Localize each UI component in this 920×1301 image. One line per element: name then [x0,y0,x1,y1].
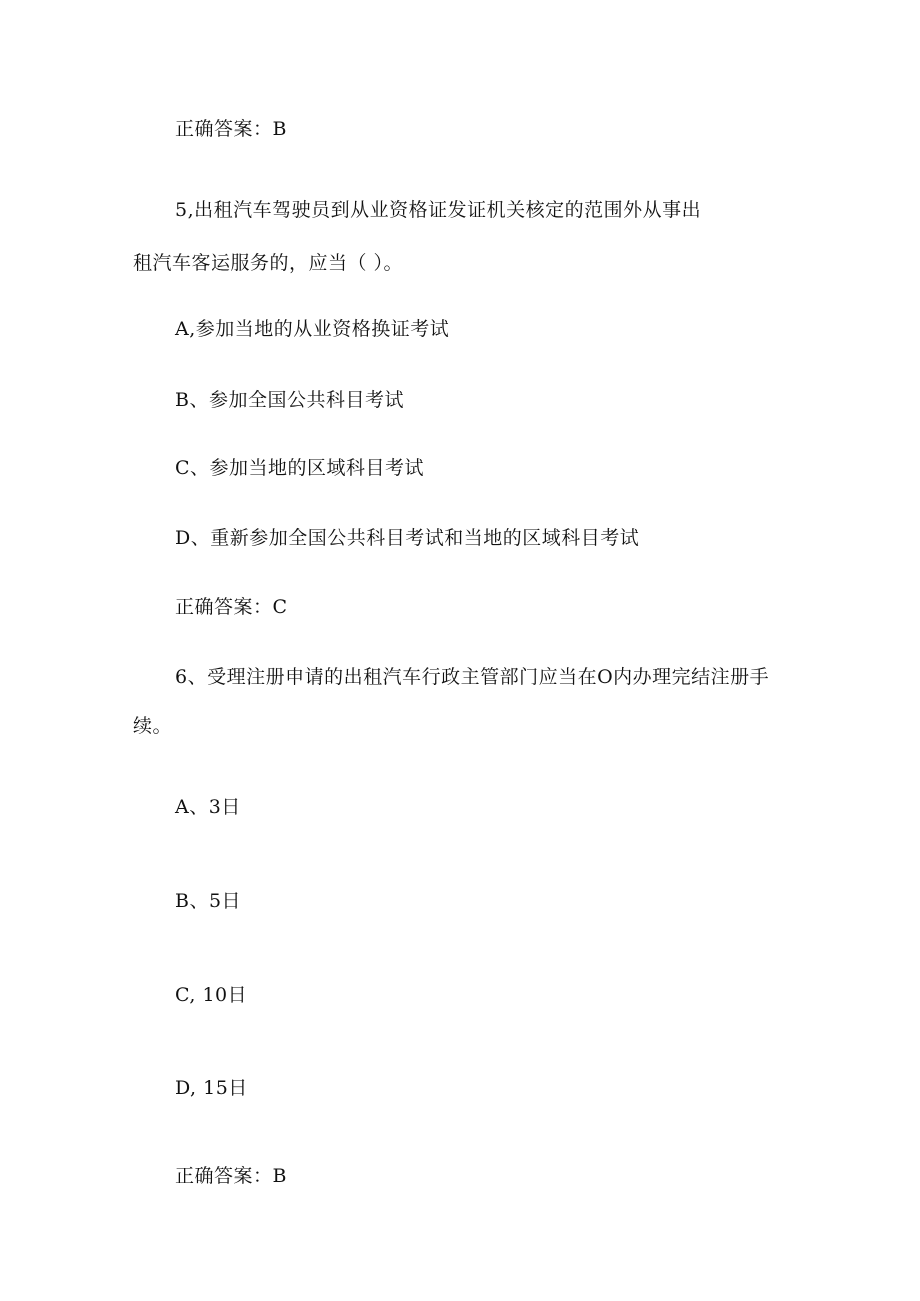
option-6-c: C, 10日 [175,984,248,1006]
option-6-b: B、5日 [175,890,242,912]
question-6-line-2: 续。 [133,715,173,737]
question-5-line-2: 租汽车客运服务的，应当（ ）。 [133,252,404,274]
answer-line-q4: 正确答案：B [175,118,287,140]
option-5-b: B、参加全国公共科目考试 [175,389,404,411]
option-5-c: C、参加当地的区域科目考试 [175,457,425,479]
option-6-a: A、3日 [175,796,241,818]
answer-line-q5: 正确答案：C [175,596,288,618]
option-5-a: A,参加当地的从业资格换证考试 [175,318,450,340]
question-6-line-1: 6、受理注册申请的出租汽车行政主管部门应当在O内办理完结注册手 [175,666,770,688]
option-5-d: D、重新参加全国公共科目考试和当地的区域科目考试 [175,527,640,549]
question-5-line-1: 5,出租汽车驾驶员到从业资格证发证机关核定的范围外从事出 [175,199,702,221]
answer-line-q6: 正确答案：B [175,1165,287,1187]
option-6-d: D, 15日 [175,1077,248,1099]
